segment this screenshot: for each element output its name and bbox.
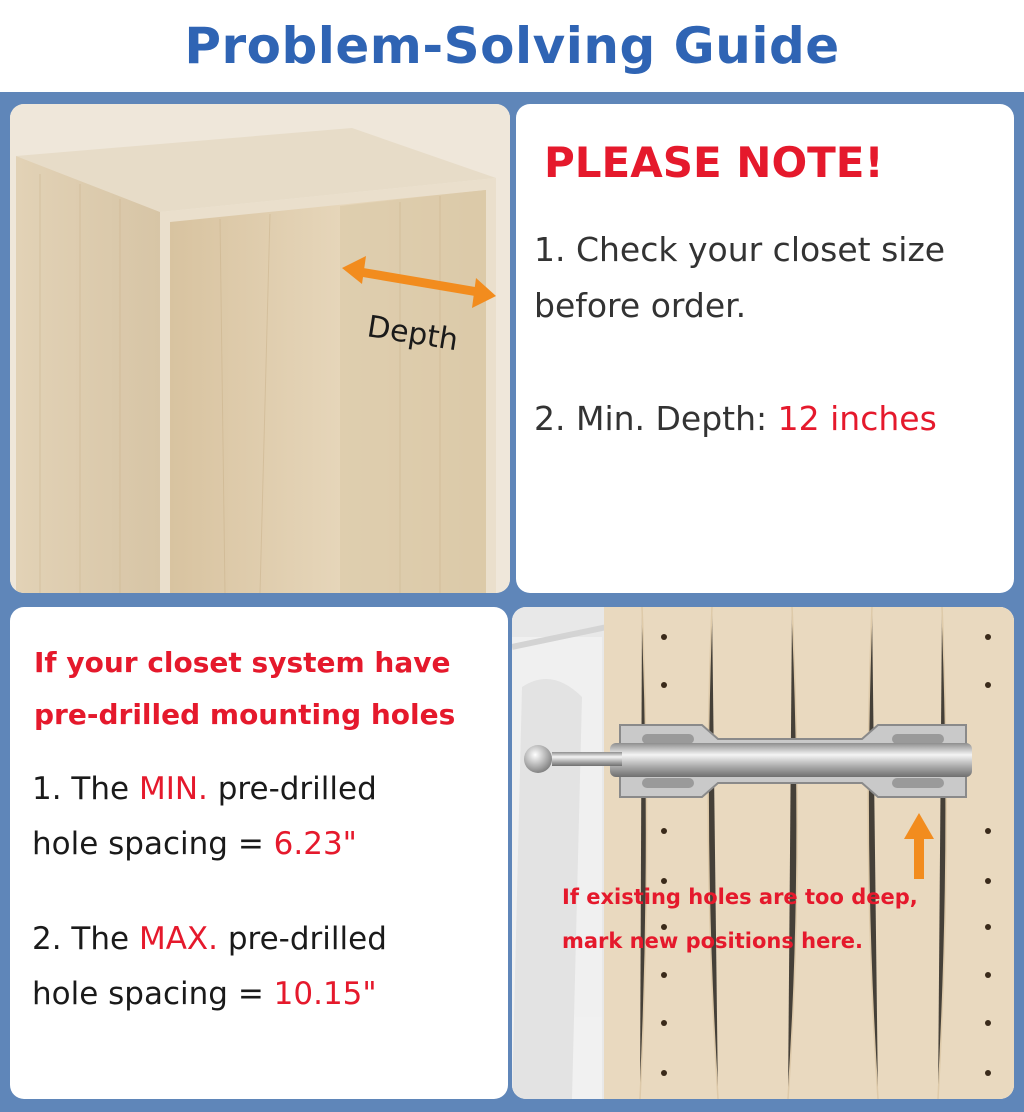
min-spacing-value: 6.23" — [273, 826, 357, 862]
header — [0, 0, 1024, 92]
max-item-prefix: 2. The — [32, 921, 130, 957]
note-item-1-line1: 1. Check your closet size — [534, 230, 946, 269]
note-item-1 — [534, 222, 945, 334]
rod-end-cap — [524, 745, 552, 773]
max-label: MAX. — [138, 921, 218, 957]
max-spacing-value: 10.15" — [273, 976, 377, 1012]
new-holes-note-line1: If existing holes are too deep, — [562, 885, 918, 909]
max-spacing-label: hole spacing = — [32, 976, 264, 1012]
min-item-prefix: 1. The — [32, 771, 130, 807]
max-spacing-item — [32, 912, 387, 1022]
note-item-2 — [534, 391, 937, 447]
cabinet-illustration — [10, 104, 510, 593]
please-note-title: PLEASE NOTE! — [544, 138, 884, 187]
cabinet-image — [10, 104, 510, 593]
mounting-holes-heading — [34, 637, 455, 741]
note-item-2-prefix: 2. Min. Depth: — [534, 399, 768, 438]
heading-line2: pre-drilled mounting holes — [34, 698, 456, 731]
max-item-suffix: pre-drilled — [227, 921, 387, 957]
min-label: MIN. — [138, 771, 208, 807]
bracket-image — [512, 607, 1014, 1099]
heading-line1: If your closet system have — [34, 646, 451, 679]
bracket-illustration — [512, 607, 1014, 1099]
new-holes-note-line2: mark new positions here. — [562, 929, 863, 953]
note-item-1-line2: before order. — [534, 286, 747, 325]
min-item-suffix: pre-drilled — [217, 771, 377, 807]
min-depth-value: 12 inches — [777, 399, 937, 438]
hole-spacing-panel — [10, 607, 508, 1099]
depth-label: Depth — [364, 309, 461, 359]
min-spacing-item — [32, 762, 377, 872]
cabinet-side — [16, 156, 160, 593]
min-spacing-label: hole spacing = — [32, 826, 264, 862]
page-title: Problem-Solving Guide — [184, 17, 840, 75]
please-note-panel — [516, 104, 1014, 593]
new-holes-note — [562, 875, 918, 963]
